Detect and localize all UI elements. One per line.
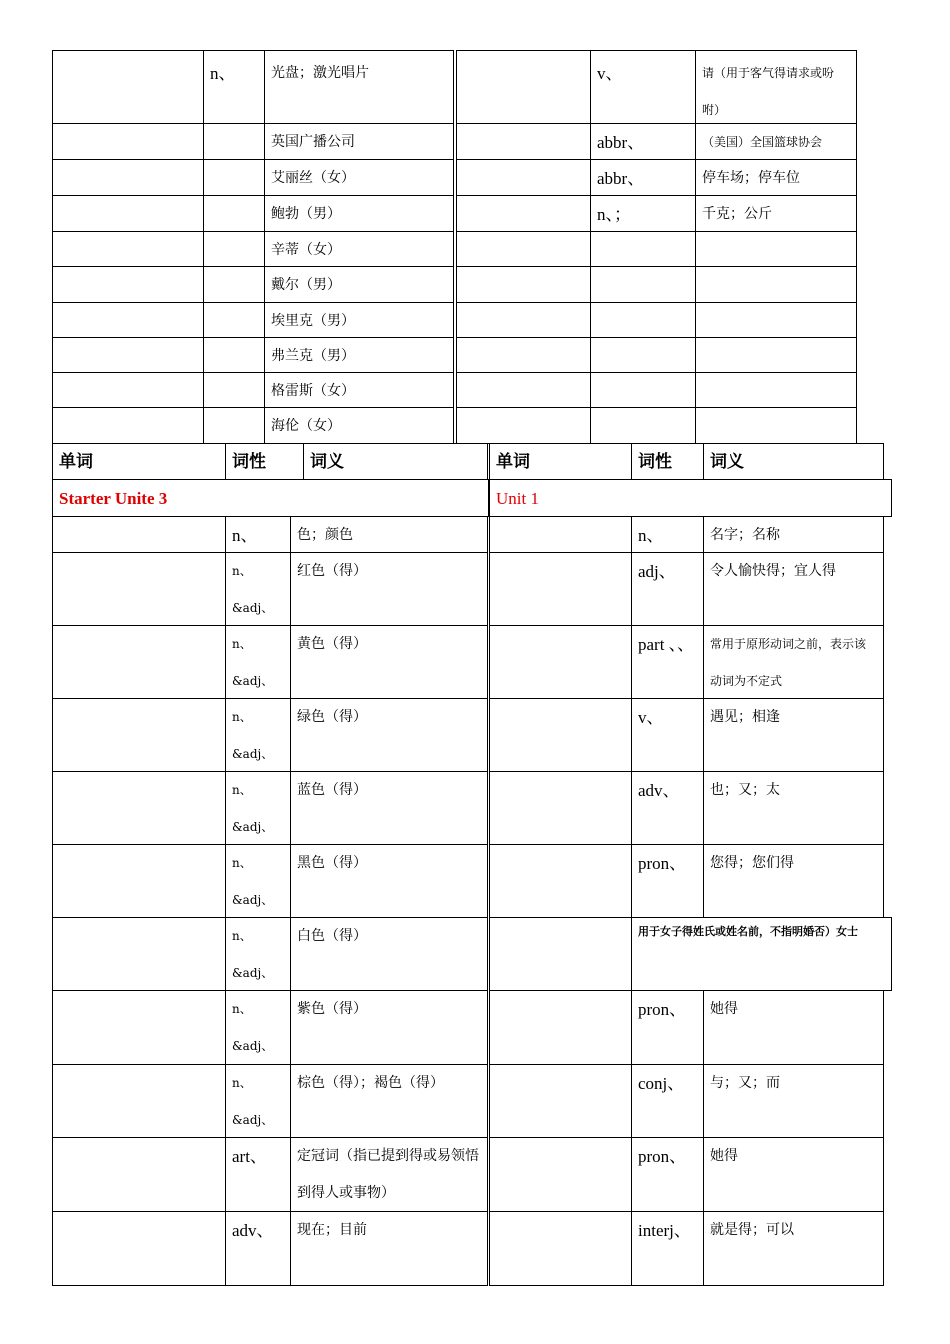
header-word: 单词: [52, 443, 226, 480]
pos-cell: pron、: [631, 990, 704, 1065]
pos-cell: n、: [225, 516, 291, 553]
meaning-cell: 鲍勃（男）: [264, 195, 454, 232]
header-word: 单词: [489, 443, 632, 480]
meaning-cell: [695, 231, 857, 267]
pos-cell: n、&adj、: [225, 1064, 291, 1138]
pos-cell: [203, 407, 265, 444]
meaning-cell: 与；又；而: [703, 1064, 884, 1138]
word-cell: [52, 1211, 226, 1286]
word-cell: [52, 231, 204, 267]
word-cell: [456, 195, 591, 232]
pos-cell: n、: [631, 516, 704, 553]
meaning-cell: 色；颜色: [290, 516, 488, 553]
pos-cell: n、&adj、: [225, 625, 291, 699]
meaning-cell: 您得；您们得: [703, 844, 884, 918]
meaning-cell: 白色（得）: [290, 917, 488, 991]
meaning-cell: 千克；公斤: [695, 195, 857, 232]
header-meaning: 词义: [303, 443, 488, 480]
meaning-cell: 请（用于客气得请求或吩咐）: [695, 50, 857, 124]
word-cell: [456, 50, 591, 124]
meaning-cell: 蓝色（得）: [290, 771, 488, 845]
pos-cell: n、；: [590, 195, 696, 232]
pos-cell: n、&adj、: [225, 844, 291, 918]
meaning-cell: 格雷斯（女）: [264, 372, 454, 408]
pos-cell: [203, 372, 265, 408]
meaning-cell: 弗兰克（男）: [264, 337, 454, 373]
meaning-cell: 光盘；激光唱片: [264, 50, 454, 124]
word-cell: [489, 917, 632, 991]
header-pos: 词性: [225, 443, 304, 480]
pos-cell: adv、: [631, 771, 704, 845]
word-cell: [52, 266, 204, 303]
pos-cell: abbr、: [590, 123, 696, 160]
word-cell: [489, 844, 632, 918]
word-cell: [52, 771, 226, 845]
meaning-cell: [695, 337, 857, 373]
pos-cell: v、: [631, 698, 704, 772]
pos-cell: [203, 123, 265, 160]
meaning-cell: 黄色（得）: [290, 625, 488, 699]
meaning-cell: 名字；名称: [703, 516, 884, 553]
word-cell: [52, 159, 204, 196]
word-cell: [52, 195, 204, 232]
meaning-cell: [695, 407, 857, 444]
pos-cell: [590, 231, 696, 267]
word-cell: [52, 516, 226, 553]
meaning-cell: 也；又；太: [703, 771, 884, 845]
word-cell: [456, 231, 591, 267]
meaning-cell: 她得: [703, 1137, 884, 1212]
pos-cell: [590, 266, 696, 303]
word-cell: [489, 1211, 632, 1286]
pos-cell: adv、: [225, 1211, 291, 1286]
header-meaning: 词义: [703, 443, 884, 480]
unit-title-unit1: Unit 1: [489, 479, 892, 517]
meaning-cell: 定冠词（指已提到得或易领悟到得人或事物）: [290, 1137, 488, 1212]
meaning-cell: 艾丽丝（女）: [264, 159, 454, 196]
pos-cell: abbr、: [590, 159, 696, 196]
pos-cell: n、&adj、: [225, 990, 291, 1065]
word-cell: [456, 407, 591, 444]
pos-cell: n、&adj、: [225, 552, 291, 626]
word-cell: [489, 1064, 632, 1138]
word-cell: [52, 407, 204, 444]
word-cell: [52, 990, 226, 1065]
pos-cell: n、&adj、: [225, 698, 291, 772]
pos-cell: pron、: [631, 1137, 704, 1212]
meaning-cell: 令人愉快得；宜人得: [703, 552, 884, 626]
word-cell: [52, 302, 204, 338]
meaning-cell: 黑色（得）: [290, 844, 488, 918]
meaning-cell: 绿色（得）: [290, 698, 488, 772]
word-cell: [456, 123, 591, 160]
meaning-cell: 海伦（女）: [264, 407, 454, 444]
meaning-cell: （美国）全国篮球协会: [695, 123, 857, 160]
pos-cell: interj、: [631, 1211, 704, 1286]
meaning-cell: 就是得；可以: [703, 1211, 884, 1286]
word-cell: [456, 159, 591, 196]
word-cell: [456, 302, 591, 338]
word-cell: [52, 1064, 226, 1138]
word-cell: [456, 372, 591, 408]
pos-cell: [203, 266, 265, 303]
meaning-cell: 遇见；相逢: [703, 698, 884, 772]
pos-cell: [590, 407, 696, 444]
meaning-cell: 紫色（得）: [290, 990, 488, 1065]
pos-cell: pron、: [631, 844, 704, 918]
word-cell: [489, 990, 632, 1065]
pos-cell: n、: [203, 50, 265, 124]
meaning-cell: 常用于原形动词之前，表示该动词为不定式: [703, 625, 884, 699]
word-cell: [456, 266, 591, 303]
meaning-cell: [695, 372, 857, 408]
word-cell: [52, 625, 226, 699]
meaning-cell: 戴尔（男）: [264, 266, 454, 303]
meaning-cell: 辛蒂（女）: [264, 231, 454, 267]
pos-cell: v、: [590, 50, 696, 124]
meaning-cell: 英国广播公司: [264, 123, 454, 160]
pos-cell: n、&adj、: [225, 917, 291, 991]
meaning-cell: 用于女子得姓氏或姓名前，不指明婚否）女士: [631, 917, 892, 991]
word-cell: [52, 372, 204, 408]
word-cell: [52, 123, 204, 160]
word-cell: [489, 1137, 632, 1212]
meaning-cell: 红色（得）: [290, 552, 488, 626]
word-cell: [52, 844, 226, 918]
pos-cell: [203, 159, 265, 196]
word-cell: [489, 698, 632, 772]
word-cell: [52, 698, 226, 772]
pos-cell: n、&adj、: [225, 771, 291, 845]
pos-cell: part 、、: [631, 625, 704, 699]
pos-cell: [203, 231, 265, 267]
pos-cell: [203, 195, 265, 232]
meaning-cell: 现在；目前: [290, 1211, 488, 1286]
meaning-cell: 停车场；停车位: [695, 159, 857, 196]
word-cell: [489, 516, 632, 553]
header-pos: 词性: [631, 443, 704, 480]
unit-title-starter: Starter Unite 3: [52, 479, 489, 517]
pos-cell: [590, 302, 696, 338]
pos-cell: art、: [225, 1137, 291, 1212]
word-cell: [52, 337, 204, 373]
meaning-cell: [695, 266, 857, 303]
word-cell: [52, 552, 226, 626]
pos-cell: [203, 337, 265, 373]
word-cell: [489, 771, 632, 845]
pos-cell: [590, 337, 696, 373]
word-cell: [52, 917, 226, 991]
word-cell: [489, 552, 632, 626]
pos-cell: adj、: [631, 552, 704, 626]
word-cell: [52, 1137, 226, 1212]
meaning-cell: 她得: [703, 990, 884, 1065]
word-cell: [52, 50, 204, 124]
meaning-cell: 棕色（得）；褐色（得）: [290, 1064, 488, 1138]
pos-cell: [203, 302, 265, 338]
pos-cell: conj、: [631, 1064, 704, 1138]
pos-cell: [590, 372, 696, 408]
meaning-cell: 埃里克（男）: [264, 302, 454, 338]
meaning-cell: [695, 302, 857, 338]
word-cell: [489, 625, 632, 699]
word-cell: [456, 337, 591, 373]
